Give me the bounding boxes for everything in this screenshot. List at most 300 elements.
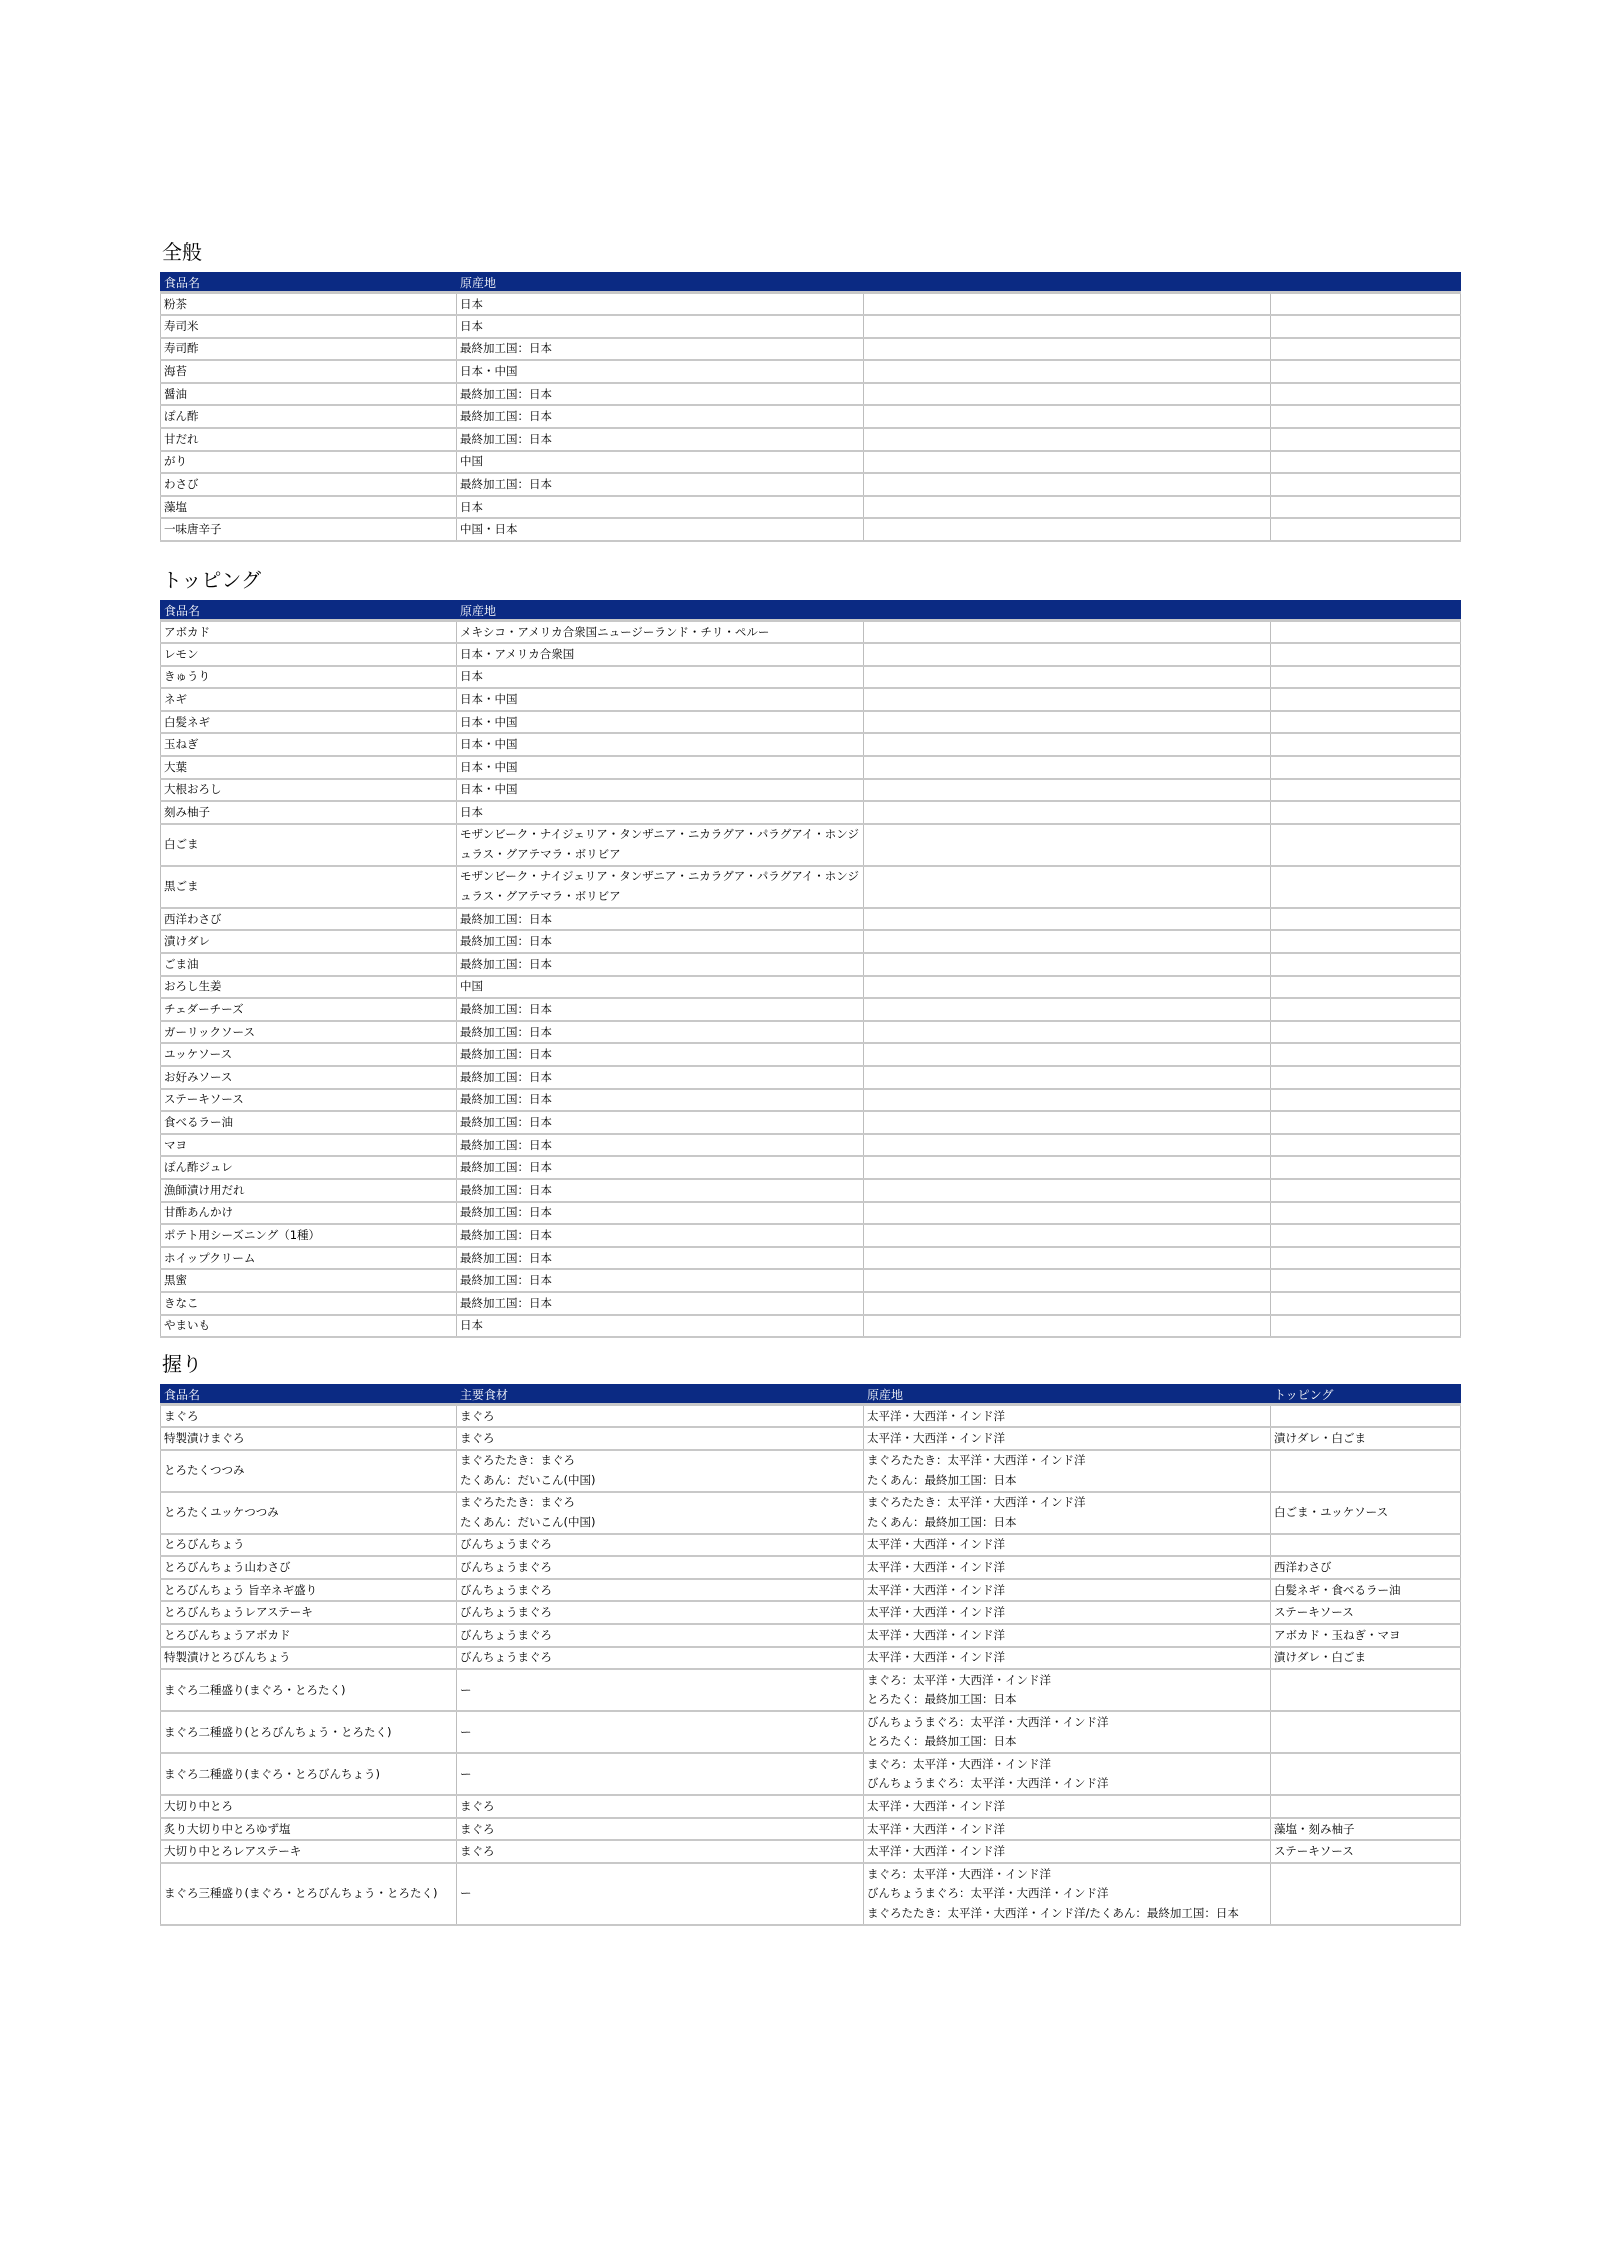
table-row <box>161 866 1461 908</box>
table-cell <box>864 1111 1271 1134</box>
table-cell: 漁師漬け用だれ <box>161 1179 457 1202</box>
table-cell <box>1271 1669 1461 1711</box>
table-cell: レモン <box>161 643 457 666</box>
table-cell: ー <box>457 1753 864 1795</box>
table-cell: まぐろたたき：まぐろ たくあん：だいこん(中国) <box>457 1492 864 1534</box>
table-cell: 最終加工国：日本 <box>457 1292 864 1315</box>
table-cell <box>864 976 1271 999</box>
table-cell: 日本・中国 <box>457 756 864 779</box>
section-title-topping: トッピング <box>162 568 261 592</box>
table-cell: 日本・中国 <box>457 688 864 711</box>
table-cell: 西洋わさび <box>1271 1556 1461 1579</box>
column-header: トッピング <box>1271 1385 1461 1405</box>
table-row <box>161 756 1461 779</box>
table-cell: 日本・中国 <box>457 733 864 756</box>
table-row <box>161 930 1461 953</box>
table-cell: 太平洋・大西洋・インド洋 <box>864 1534 1271 1557</box>
table-cell <box>1271 688 1461 711</box>
table-cell <box>864 1247 1271 1270</box>
table-cell: まぐろ <box>457 1795 864 1818</box>
table-row <box>161 1427 1461 1450</box>
table-cell: 食べるラー油 <box>161 1111 457 1134</box>
section-title-nigiri: 握り <box>162 1352 202 1376</box>
table-row <box>161 1292 1461 1315</box>
table-row <box>161 998 1461 1021</box>
table-cell <box>864 953 1271 976</box>
table-cell <box>1271 1224 1461 1247</box>
table-row <box>161 338 1461 361</box>
table-cell <box>1271 1534 1461 1557</box>
table-cell: まぐろ <box>457 1840 864 1863</box>
table-row <box>161 711 1461 734</box>
table-cell <box>864 711 1271 734</box>
table-cell <box>864 1315 1271 1338</box>
column-header: 原産地 <box>457 273 864 293</box>
table-cell: 最終加工国：日本 <box>457 338 864 361</box>
table-row <box>161 1179 1461 1202</box>
table-cell <box>864 666 1271 689</box>
table-row <box>161 1669 1461 1711</box>
table-cell <box>864 756 1271 779</box>
table-cell: モザンビーク・ナイジェリア・タンザニア・ニカラグア・パラグアイ・ホンジュラス・グアテマラ・ボリビア <box>457 866 864 908</box>
table-cell: チェダーチーズ <box>161 998 457 1021</box>
column-header <box>1271 601 1461 621</box>
table-row <box>161 643 1461 666</box>
table-row <box>161 1450 1461 1492</box>
table-cell: まぐろ二種盛り(まぐろ・とろたく) <box>161 1669 457 1711</box>
table-row <box>161 733 1461 756</box>
table-row <box>161 1202 1461 1225</box>
table-cell <box>864 824 1271 866</box>
general-table <box>160 272 1461 542</box>
table-cell <box>1271 315 1461 338</box>
table-cell: びんちょうまぐろ <box>457 1601 864 1624</box>
table-cell <box>864 1292 1271 1315</box>
table-cell: きなこ <box>161 1292 457 1315</box>
table-cell: 最終加工国：日本 <box>457 428 864 451</box>
table-row <box>161 976 1461 999</box>
table-cell <box>1271 1795 1461 1818</box>
table-cell <box>864 1179 1271 1202</box>
table-cell: まぐろ <box>457 1427 864 1450</box>
table-cell <box>864 779 1271 802</box>
table-row <box>161 1795 1461 1818</box>
table-header <box>161 601 1461 621</box>
table-row <box>161 779 1461 802</box>
table-cell: ぽん酢 <box>161 405 457 428</box>
table-cell <box>1271 1863 1461 1925</box>
table-cell: とろびんちょう 旨辛ネギ盛り <box>161 1579 457 1602</box>
table-row <box>161 1315 1461 1338</box>
table-row <box>161 666 1461 689</box>
table-cell: 日本 <box>457 666 864 689</box>
table-cell: 太平洋・大西洋・インド洋 <box>864 1601 1271 1624</box>
table-cell <box>864 1269 1271 1292</box>
table-row <box>161 801 1461 824</box>
table-cell: ポテト用シーズニング（1種） <box>161 1224 457 1247</box>
table-cell: アボカド・玉ねぎ・マヨ <box>1271 1624 1461 1647</box>
table-cell <box>864 451 1271 474</box>
table-cell: 最終加工国：日本 <box>457 1134 864 1157</box>
table-cell: とろたくユッケつつみ <box>161 1492 457 1534</box>
table-cell: 寿司米 <box>161 315 457 338</box>
table-cell <box>1271 428 1461 451</box>
column-header: 主要食材 <box>457 1385 864 1405</box>
table-cell: 太平洋・大西洋・インド洋 <box>864 1840 1271 1863</box>
table-cell: 大切り中とろレアステーキ <box>161 1840 457 1863</box>
table-cell: 玉ねぎ <box>161 733 457 756</box>
table-cell: 黒蜜 <box>161 1269 457 1292</box>
table-row <box>161 451 1461 474</box>
table-cell: 特製漬けとろびんちょう <box>161 1647 457 1670</box>
table-cell: 日本・中国 <box>457 711 864 734</box>
table-cell <box>864 360 1271 383</box>
nigiri-table <box>160 1384 1461 1926</box>
table-cell: 太平洋・大西洋・インド洋 <box>864 1647 1271 1670</box>
table-cell: 白ごま <box>161 824 457 866</box>
table-cell: 最終加工国：日本 <box>457 383 864 406</box>
table-cell <box>1271 1202 1461 1225</box>
table-cell: 日本 <box>457 801 864 824</box>
column-header: 原産地 <box>864 1385 1271 1405</box>
table-cell <box>1271 1247 1461 1270</box>
table-cell: 中国・日本 <box>457 518 864 541</box>
table-cell <box>1271 756 1461 779</box>
table-cell <box>1271 1711 1461 1753</box>
table-cell: 日本 <box>457 496 864 519</box>
table-cell: とろびんちょうアボカド <box>161 1624 457 1647</box>
table-cell: 太平洋・大西洋・インド洋 <box>864 1427 1271 1450</box>
table-cell: まぐろ：太平洋・大西洋・インド洋 とろたく：最終加工国：日本 <box>864 1669 1271 1711</box>
table-row <box>161 1134 1461 1157</box>
table-row <box>161 405 1461 428</box>
table-cell: 藻塩 <box>161 496 457 519</box>
table-row <box>161 1089 1461 1112</box>
table-cell: びんちょうまぐろ <box>457 1556 864 1579</box>
table-cell: 最終加工国：日本 <box>457 1089 864 1112</box>
table-row <box>161 1156 1461 1179</box>
table-row <box>161 1021 1461 1044</box>
table-cell: 太平洋・大西洋・インド洋 <box>864 1405 1271 1428</box>
table-cell: 最終加工国：日本 <box>457 1156 864 1179</box>
table-cell <box>864 930 1271 953</box>
table-cell: 藻塩・刻み柚子 <box>1271 1818 1461 1841</box>
table-cell: ー <box>457 1863 864 1925</box>
table-cell: 最終加工国：日本 <box>457 1179 864 1202</box>
table-row <box>161 1405 1461 1428</box>
table-cell <box>1271 930 1461 953</box>
column-header <box>864 601 1271 621</box>
table-cell: 大根おろし <box>161 779 457 802</box>
table-cell: 最終加工国：日本 <box>457 998 864 1021</box>
table-cell: 中国 <box>457 451 864 474</box>
table-cell: ぽん酢ジュレ <box>161 1156 457 1179</box>
section-title-general: 全般 <box>162 240 202 264</box>
table-cell: ー <box>457 1711 864 1753</box>
table-cell <box>864 496 1271 519</box>
table-cell <box>1271 383 1461 406</box>
table-cell: きゅうり <box>161 666 457 689</box>
table-cell: ステーキソース <box>1271 1601 1461 1624</box>
table-row <box>161 1492 1461 1534</box>
table-cell: やまいも <box>161 1315 457 1338</box>
table-cell <box>1271 1156 1461 1179</box>
table-cell <box>1271 360 1461 383</box>
table-cell <box>1271 1269 1461 1292</box>
table-cell: 日本・アメリカ合衆国 <box>457 643 864 666</box>
table-row <box>161 1711 1461 1753</box>
table-row <box>161 518 1461 541</box>
table-cell <box>1271 733 1461 756</box>
table-cell <box>1271 779 1461 802</box>
table-row <box>161 360 1461 383</box>
table-cell: 日本 <box>457 1315 864 1338</box>
table-cell: まぐろ：太平洋・大西洋・インド洋 びんちょうまぐろ：太平洋・大西洋・インド洋 まぐろたたき：太平洋・大西洋・インド洋/たくあん：最終加工国：日本 <box>864 1863 1271 1925</box>
table-cell <box>864 405 1271 428</box>
table-cell: びんちょうまぐろ：太平洋・大西洋・インド洋 とろたく：最終加工国：日本 <box>864 1711 1271 1753</box>
table-cell: 太平洋・大西洋・インド洋 <box>864 1579 1271 1602</box>
table-cell: まぐろ：太平洋・大西洋・インド洋 びんちょうまぐろ：太平洋・大西洋・インド洋 <box>864 1753 1271 1795</box>
table-header <box>161 1385 1461 1405</box>
table-cell <box>1271 866 1461 908</box>
table-cell: まぐろ三種盛り(まぐろ・とろびんちょう・とろたく) <box>161 1863 457 1925</box>
table-cell <box>864 621 1271 644</box>
table-cell: 刻み柚子 <box>161 801 457 824</box>
table-cell: 白ごま・ユッケソース <box>1271 1492 1461 1534</box>
table-cell: 最終加工国：日本 <box>457 1247 864 1270</box>
table-cell: 最終加工国：日本 <box>457 405 864 428</box>
table-cell <box>864 866 1271 908</box>
table-cell: 甘だれ <box>161 428 457 451</box>
table-cell <box>1271 293 1461 316</box>
table-cell <box>1271 643 1461 666</box>
column-header: 原産地 <box>457 601 864 621</box>
table-cell: おろし生姜 <box>161 976 457 999</box>
table-row <box>161 621 1461 644</box>
table-cell: びんちょうまぐろ <box>457 1647 864 1670</box>
table-cell: 日本 <box>457 315 864 338</box>
table-row <box>161 1753 1461 1795</box>
table-cell <box>864 1066 1271 1089</box>
table-cell: ー <box>457 1669 864 1711</box>
table-cell: 漬けダレ <box>161 930 457 953</box>
table-cell <box>1271 1066 1461 1089</box>
table-cell: まぐろ二種盛り(とろびんちょう・とろたく) <box>161 1711 457 1753</box>
table-row <box>161 1247 1461 1270</box>
table-cell: 白髪ネギ <box>161 711 457 734</box>
table-cell <box>1271 1315 1461 1338</box>
table-cell <box>1271 1043 1461 1066</box>
table-cell: 最終加工国：日本 <box>457 1066 864 1089</box>
table-cell <box>1271 473 1461 496</box>
table-cell: まぐろ <box>161 1405 457 1428</box>
table-cell <box>864 428 1271 451</box>
table-cell: 漬けダレ・白ごま <box>1271 1427 1461 1450</box>
table-cell: 日本・中国 <box>457 779 864 802</box>
table-cell: まぐろたたき：まぐろ たくあん：だいこん(中国) <box>457 1450 864 1492</box>
table-cell <box>864 338 1271 361</box>
table-cell: 日本・中国 <box>457 360 864 383</box>
table-cell: まぐろ <box>457 1818 864 1841</box>
table-cell <box>864 315 1271 338</box>
table-cell <box>1271 1089 1461 1112</box>
table-cell: ホイップクリーム <box>161 1247 457 1270</box>
table-cell <box>1271 666 1461 689</box>
table-cell: ガーリックソース <box>161 1021 457 1044</box>
table-cell: まぐろ <box>457 1405 864 1428</box>
table-cell: 寿司酢 <box>161 338 457 361</box>
table-cell <box>1271 621 1461 644</box>
table-row <box>161 1624 1461 1647</box>
table-cell <box>1271 998 1461 1021</box>
table-cell <box>1271 1021 1461 1044</box>
table-cell <box>864 733 1271 756</box>
topping-table <box>160 600 1461 1338</box>
column-header <box>1271 273 1461 293</box>
table-cell <box>864 383 1271 406</box>
table-cell <box>1271 908 1461 931</box>
table-cell: 特製漬けまぐろ <box>161 1427 457 1450</box>
table-cell: 炙り大切り中とろゆず塩 <box>161 1818 457 1841</box>
table-row <box>161 293 1461 316</box>
table-cell: 最終加工国：日本 <box>457 1269 864 1292</box>
table-row <box>161 1556 1461 1579</box>
table-cell: 黒ごま <box>161 866 457 908</box>
table-cell: 漬けダレ・白ごま <box>1271 1647 1461 1670</box>
table-row <box>161 908 1461 931</box>
table-row <box>161 473 1461 496</box>
table-row <box>161 1111 1461 1134</box>
table-cell <box>1271 496 1461 519</box>
table-cell: ステーキソース <box>161 1089 457 1112</box>
table-cell <box>1271 1405 1461 1428</box>
table-row <box>161 1863 1461 1925</box>
table-cell: まぐろたたき：太平洋・大西洋・インド洋 たくあん：最終加工国：日本 <box>864 1492 1271 1534</box>
table-cell: 最終加工国：日本 <box>457 1021 864 1044</box>
table-cell: 醤油 <box>161 383 457 406</box>
table-cell: 中国 <box>457 976 864 999</box>
table-cell: びんちょうまぐろ <box>457 1534 864 1557</box>
table-cell: ユッケソース <box>161 1043 457 1066</box>
table-cell <box>1271 1134 1461 1157</box>
table-cell: 最終加工国：日本 <box>457 908 864 931</box>
table-row <box>161 1534 1461 1557</box>
column-header <box>864 273 1271 293</box>
table-cell <box>864 473 1271 496</box>
column-header: 食品名 <box>161 1385 457 1405</box>
table-cell <box>1271 1450 1461 1492</box>
table-row <box>161 496 1461 519</box>
table-cell: マヨ <box>161 1134 457 1157</box>
table-cell <box>1271 405 1461 428</box>
table-cell: ネギ <box>161 688 457 711</box>
table-cell <box>864 1202 1271 1225</box>
table-cell: 西洋わさび <box>161 908 457 931</box>
column-header: 食品名 <box>161 273 457 293</box>
table-cell: 大切り中とろ <box>161 1795 457 1818</box>
table-cell <box>864 998 1271 1021</box>
table-cell <box>864 1021 1271 1044</box>
table-cell <box>864 1224 1271 1247</box>
table-cell <box>864 643 1271 666</box>
table-cell: 最終加工国：日本 <box>457 930 864 953</box>
table-row <box>161 1066 1461 1089</box>
table-cell <box>864 1089 1271 1112</box>
table-cell <box>1271 953 1461 976</box>
table-cell: モザンビーク・ナイジェリア・タンザニア・ニカラグア・パラグアイ・ホンジュラス・グアテマラ・ボリビア <box>457 824 864 866</box>
table-cell: 最終加工国：日本 <box>457 1043 864 1066</box>
table-row <box>161 1269 1461 1292</box>
table-row <box>161 953 1461 976</box>
table-cell: とろたくつつみ <box>161 1450 457 1492</box>
table-row <box>161 428 1461 451</box>
table-cell: びんちょうまぐろ <box>457 1624 864 1647</box>
table-row <box>161 824 1461 866</box>
table-cell: 最終加工国：日本 <box>457 1111 864 1134</box>
table-row <box>161 383 1461 406</box>
table-cell: アボカド <box>161 621 457 644</box>
table-cell <box>1271 1292 1461 1315</box>
table-cell: とろびんちょう山わさび <box>161 1556 457 1579</box>
table-row <box>161 1647 1461 1670</box>
table-cell: 太平洋・大西洋・インド洋 <box>864 1624 1271 1647</box>
table-cell: 粉茶 <box>161 293 457 316</box>
table-cell: 大葉 <box>161 756 457 779</box>
table-cell <box>1271 711 1461 734</box>
table-cell <box>864 801 1271 824</box>
table-cell <box>864 1043 1271 1066</box>
column-header: 食品名 <box>161 601 457 621</box>
table-cell <box>1271 338 1461 361</box>
table-cell: まぐろたたき：太平洋・大西洋・インド洋 たくあん：最終加工国：日本 <box>864 1450 1271 1492</box>
table-cell <box>864 1134 1271 1157</box>
table-row <box>161 688 1461 711</box>
table-cell: 日本 <box>457 293 864 316</box>
table-cell <box>864 1156 1271 1179</box>
table-cell: 最終加工国：日本 <box>457 1224 864 1247</box>
table-row <box>161 1818 1461 1841</box>
table-cell: びんちょうまぐろ <box>457 1579 864 1602</box>
table-cell <box>864 518 1271 541</box>
table-cell: 太平洋・大西洋・インド洋 <box>864 1795 1271 1818</box>
table-cell: まぐろ二種盛り(まぐろ・とろびんちょう) <box>161 1753 457 1795</box>
table-row <box>161 1601 1461 1624</box>
table-cell <box>1271 1753 1461 1795</box>
table-cell: ステーキソース <box>1271 1840 1461 1863</box>
table-cell <box>1271 1179 1461 1202</box>
table-row <box>161 1579 1461 1602</box>
table-cell: 最終加工国：日本 <box>457 1202 864 1225</box>
table-cell: ごま油 <box>161 953 457 976</box>
table-cell: 太平洋・大西洋・インド洋 <box>864 1818 1271 1841</box>
table-cell <box>1271 451 1461 474</box>
table-cell: 白髪ネギ・食べるラー油 <box>1271 1579 1461 1602</box>
table-cell: 海苔 <box>161 360 457 383</box>
table-cell: 最終加工国：日本 <box>457 953 864 976</box>
table-cell: お好みソース <box>161 1066 457 1089</box>
table-header <box>161 273 1461 293</box>
table-cell: 甘酢あんかけ <box>161 1202 457 1225</box>
table-row <box>161 1043 1461 1066</box>
table-row <box>161 1840 1461 1863</box>
table-row <box>161 1224 1461 1247</box>
table-cell <box>1271 518 1461 541</box>
table-cell: とろびんちょうレアステーキ <box>161 1601 457 1624</box>
table-cell <box>864 293 1271 316</box>
table-row <box>161 315 1461 338</box>
table-cell <box>1271 824 1461 866</box>
table-cell: メキシコ・アメリカ合衆国ニュージーランド・チリ・ペルー <box>457 621 864 644</box>
